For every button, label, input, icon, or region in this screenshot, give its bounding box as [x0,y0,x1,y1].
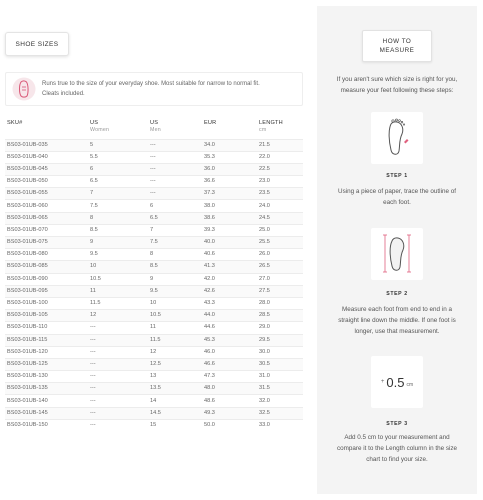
cell-us-men: 14.5 [148,407,202,419]
cell-eur: 42.6 [202,285,257,297]
table-row [5,200,303,212]
cell-length: 24.0 [257,200,303,212]
cell-eur: 35.3 [202,151,257,163]
cell-sku: BS03-01UB-095 [5,285,88,297]
cell-length: 28.5 [257,310,303,322]
table-row [5,261,303,273]
cell-sku: BS03-01UB-120 [5,346,88,358]
table-row [5,176,303,188]
step3-text: Add 0.5 cm to your measurement and compare it to the Length column in the size chart to find your size. [336,434,458,463]
cell-length: 25.0 [257,224,303,236]
table-row [5,322,303,334]
cell-length: 23.0 [257,176,303,188]
cell-sku: BS03-01UB-060 [5,200,88,212]
cell-length: 29.5 [257,334,303,346]
how-to-title-line1: HOW TO [382,38,412,45]
cell-length: 30.0 [257,346,303,358]
cell-sku: BS03-01UB-100 [5,297,88,309]
table-header-row [5,117,303,139]
cell-us-men: 10 [148,297,202,309]
cell-us-men: 15 [148,419,202,431]
cell-sku: BS03-01UB-080 [5,249,88,261]
table-row [5,395,303,407]
size-table [5,117,303,432]
cell-us-women: 8.5 [88,224,148,236]
table-row [5,237,303,249]
cell-eur: 41.3 [202,261,257,273]
table-row [5,419,303,431]
col-header-length: LENGTH cm [259,120,283,133]
how-to-measure-button[interactable] [362,30,432,62]
cell-us-women: 11.5 [88,297,148,309]
cell-us-men: 10.5 [148,310,202,322]
cell-eur: 36.6 [202,176,257,188]
cell-us-women: 9 [88,237,148,249]
table-row [5,310,303,322]
table-row [5,371,303,383]
cell-us-men: 14 [148,395,202,407]
shoe-sizes-tab-label: SHOE SIZES [15,40,59,48]
cell-sku: BS03-01UB-150 [5,419,88,431]
table-row [5,139,303,151]
cell-eur: 37.3 [202,188,257,200]
cell-us-men: --- [148,139,202,151]
size-table-body [5,139,303,432]
cell-us-women: --- [88,322,148,334]
cell-length: 29.0 [257,322,303,334]
cell-us-women: 12 [88,310,148,322]
step3-unit: cm [406,382,414,388]
cell-us-women: --- [88,383,148,395]
cell-sku: BS03-01UB-070 [5,224,88,236]
table-row [5,334,303,346]
cell-length: 31.0 [257,371,303,383]
cell-us-men: 11.5 [148,334,202,346]
cell-us-men: 13 [148,371,202,383]
cell-eur: 45.3 [202,334,257,346]
table-row [5,224,303,236]
cell-us-men: 12.5 [148,358,202,370]
table-row [5,212,303,224]
cell-length: 31.5 [257,383,303,395]
table-row [5,188,303,200]
cell-eur: 39.3 [202,224,257,236]
cell-us-women: --- [88,346,148,358]
fit-note-line2: Cleats included. [42,91,85,97]
step3-value-display [371,356,423,408]
cell-us-men: 8 [148,249,202,261]
cell-sku: BS03-01UB-140 [5,395,88,407]
cell-sku: BS03-01UB-125 [5,358,88,370]
cell-us-men: 13.5 [148,383,202,395]
cell-eur: 43.3 [202,297,257,309]
col-header-us-women: US Women [90,120,110,133]
step3-label: STEP 3 [386,421,408,427]
cell-us-women: --- [88,395,148,407]
cell-us-women: 6.5 [88,176,148,188]
cell-length: 32.0 [257,395,303,407]
cell-us-men: 7.5 [148,237,202,249]
cell-length: 22.5 [257,163,303,175]
cell-us-men: 7 [148,224,202,236]
cell-eur: 40.0 [202,237,257,249]
shoe-sizes-tab[interactable] [5,32,69,56]
cell-us-men: 8.5 [148,261,202,273]
cell-eur: 44.0 [202,310,257,322]
step1-text: Using a piece of paper, trace the outline of each foot. [338,188,456,206]
cell-eur: 38.6 [202,212,257,224]
table-row [5,273,303,285]
step1-label: STEP 1 [386,173,408,179]
cell-us-men: 12 [148,346,202,358]
cell-length: 27.5 [257,285,303,297]
cell-length: 30.5 [257,358,303,370]
cell-sku: BS03-01UB-105 [5,310,88,322]
table-row [5,163,303,175]
cell-us-women: 5 [88,139,148,151]
cell-sku: BS03-01UB-050 [5,176,88,188]
cell-length: 33.0 [257,419,303,431]
cell-sku: BS03-01UB-110 [5,322,88,334]
cell-length: 32.5 [257,407,303,419]
cell-sku: BS03-01UB-055 [5,188,88,200]
cell-us-women: 10.5 [88,273,148,285]
col-header-sku: SKU# [7,120,23,126]
step3-add-measurement-image [371,356,423,408]
cell-length: 28.0 [257,297,303,309]
shoe-fit-icon [12,77,36,101]
cell-sku: BS03-01UB-135 [5,383,88,395]
cell-sku: BS03-01UB-035 [5,139,88,151]
cell-eur: 46.6 [202,358,257,370]
how-to-intro: If you aren't sure which size is right for you, measure your feet following these steps: [336,76,458,94]
table-row [5,407,303,419]
table-row [5,383,303,395]
table-row [5,358,303,370]
cell-us-women: --- [88,334,148,346]
cell-us-women: 8 [88,212,148,224]
cell-us-women: --- [88,358,148,370]
fit-note-line1: Runs true to the size of your everyday shoe. Most suitable for narrow to normal fit. [42,81,260,87]
cell-us-men: --- [148,188,202,200]
cell-eur: 48.6 [202,395,257,407]
cell-us-men: 6.5 [148,212,202,224]
cell-us-men: 9.5 [148,285,202,297]
cell-sku: BS03-01UB-040 [5,151,88,163]
cell-us-men: 11 [148,322,202,334]
foot-outline-icon [371,112,423,164]
cell-sku: BS03-01UB-075 [5,237,88,249]
cell-us-women: 7.5 [88,200,148,212]
cell-us-men: --- [148,176,202,188]
cell-us-women: 7 [88,188,148,200]
cell-eur: 49.3 [202,407,257,419]
cell-eur: 40.6 [202,249,257,261]
cell-us-men: 6 [148,200,202,212]
cell-length: 25.5 [257,237,303,249]
cell-length: 21.5 [257,139,303,151]
cell-us-men: --- [148,163,202,175]
cell-eur: 38.0 [202,200,257,212]
cell-sku: BS03-01UB-145 [5,407,88,419]
cell-sku: BS03-01UB-130 [5,371,88,383]
cell-us-men: 9 [148,273,202,285]
cell-sku: BS03-01UB-115 [5,334,88,346]
fit-note [5,72,303,106]
cell-sku: BS03-01UB-090 [5,273,88,285]
cell-eur: 47.3 [202,371,257,383]
step2-foot-measure-image [371,228,423,280]
cell-eur: 44.6 [202,322,257,334]
cell-us-women: --- [88,419,148,431]
cell-sku: BS03-01UB-045 [5,163,88,175]
plus-icon: + [380,379,385,385]
cell-length: 23.5 [257,188,303,200]
cell-length: 22.0 [257,151,303,163]
cell-eur: 48.0 [202,383,257,395]
col-header-us-men: US Men [150,120,161,133]
cell-eur: 46.0 [202,346,257,358]
step1-foot-trace-image [371,112,423,164]
cell-sku: BS03-01UB-085 [5,261,88,273]
foot-measure-icon [371,228,423,280]
cell-length: 24.5 [257,212,303,224]
cell-us-men: --- [148,151,202,163]
cell-us-women: --- [88,407,148,419]
how-to-title-line2: MEASURE [379,47,415,54]
cell-sku: BS03-01UB-065 [5,212,88,224]
col-header-eur: EUR [204,120,217,126]
table-row [5,151,303,163]
how-to-measure-panel [317,6,477,494]
cell-eur: 50.0 [202,419,257,431]
table-row [5,249,303,261]
table-row [5,346,303,358]
cell-eur: 36.0 [202,163,257,175]
cell-us-women: 11 [88,285,148,297]
table-row [5,297,303,309]
cell-us-women: 5.5 [88,151,148,163]
cell-length: 26.5 [257,261,303,273]
cell-length: 27.0 [257,273,303,285]
step2-text: Measure each foot from end to end in a straight line down the middle. If one foot is longer, use that measurement. [338,306,456,335]
cell-eur: 42.0 [202,273,257,285]
table-row [5,285,303,297]
cell-us-women: 10 [88,261,148,273]
step3-value: 0.5 [386,374,405,390]
cell-us-women: 9.5 [88,249,148,261]
step2-label: STEP 2 [386,291,408,297]
cell-us-women: --- [88,371,148,383]
cell-us-women: 6 [88,163,148,175]
cell-length: 26.0 [257,249,303,261]
cell-eur: 34.0 [202,139,257,151]
